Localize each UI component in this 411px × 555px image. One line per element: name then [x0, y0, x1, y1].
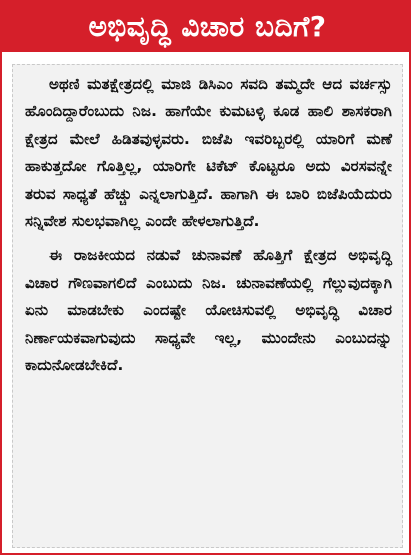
headline: ಅಭಿವೃದ್ಧಿ ವಿಚಾರ ಬದಿಗೆ?	[88, 10, 327, 43]
article-body	[12, 64, 403, 548]
paragraph-2: ಈ ರಾಜಕೀಯದ ನಡುವೆ ಚುನಾವಣೆ ಹೊತ್ತಿಗೆ ಕ್ಷೇತ್ರದ ಅಭಿವೃದ್ಧಿ ವಿಚಾರ ಗೌಣವಾಗಲಿದೆ ಎಂಬುದು ನಿಜ. ಚುನಾವಣೆಯಲ್ಲಿ ಗೆಲ್ಲುವುದಕ್ಕಾಗಿ ಏನು ಮಾಡಬೇಕು ಎಂದಷ್ಟೇ ಯೋಚಿಸುವಲ್ಲಿ ಅಭಿವೃದ್ಧಿ ವಿಚಾರ ನಿರ್ಣಾಯಕವಾಗುವುದು ಸಾಧ್ಯವೇ ಇಲ್ಲ, ಮುಂದೇನು ಎಂಬುದನ್ನು ಕಾದುನೋಡಬೇಕಿದೆ.	[25, 246, 392, 375]
paragraph-1: ಅಥಣಿ ಮತಕ್ಷೇತ್ರದಲ್ಲಿ ಮಾಜಿ ಡಿಸಿಎಂ ಸವದಿ ತಮ್ಮದೇ ಆದ ವರ್ಚಸ್ಸು ಹೊಂದಿದ್ದಾರೆಂಬುದು ನಿಜ. ಹಾಗೆಯೇ ಕುಮಟಳ್ಳಿ ಕೂಡ ಹಾಲಿ ಶಾಸಕರಾಗಿ ಕ್ಷೇತ್ರದ ಮೇಲೆ ಹಿಡಿತವುಳ್ಳವರು. ಬಿಜೆಪಿ ಇವರಿಬ್ಬರಲ್ಲಿ ಯಾರಿಗೆ ಮಣೆ ಹಾಕುತ್ತದೋ ಗೊತ್ತಿಲ್ಲ, ಯಾರಿಗೇ ಟಿಕೆಟ್ ಕೊಟ್ಟರೂ ಅದು ವಿರಸವನ್ನೇ ತರುವ ಸಾಧ್ಯತೆ ಹೆಚ್ಚು ಎನ್ನಲಾಗುತ್ತಿದೆ. ಹಾಗಾಗಿ ಈ ಬಾರಿ ಬಿಜೆಪಿಯೆದುರು ಸನ್ನಿವೇಶ ಸುಲಭವಾಗಿಲ್ಲ ಎಂದೇ ಹೇಳಲಾಗುತ್ತಿದೆ.	[25, 75, 392, 231]
headline-bar	[2, 2, 411, 52]
